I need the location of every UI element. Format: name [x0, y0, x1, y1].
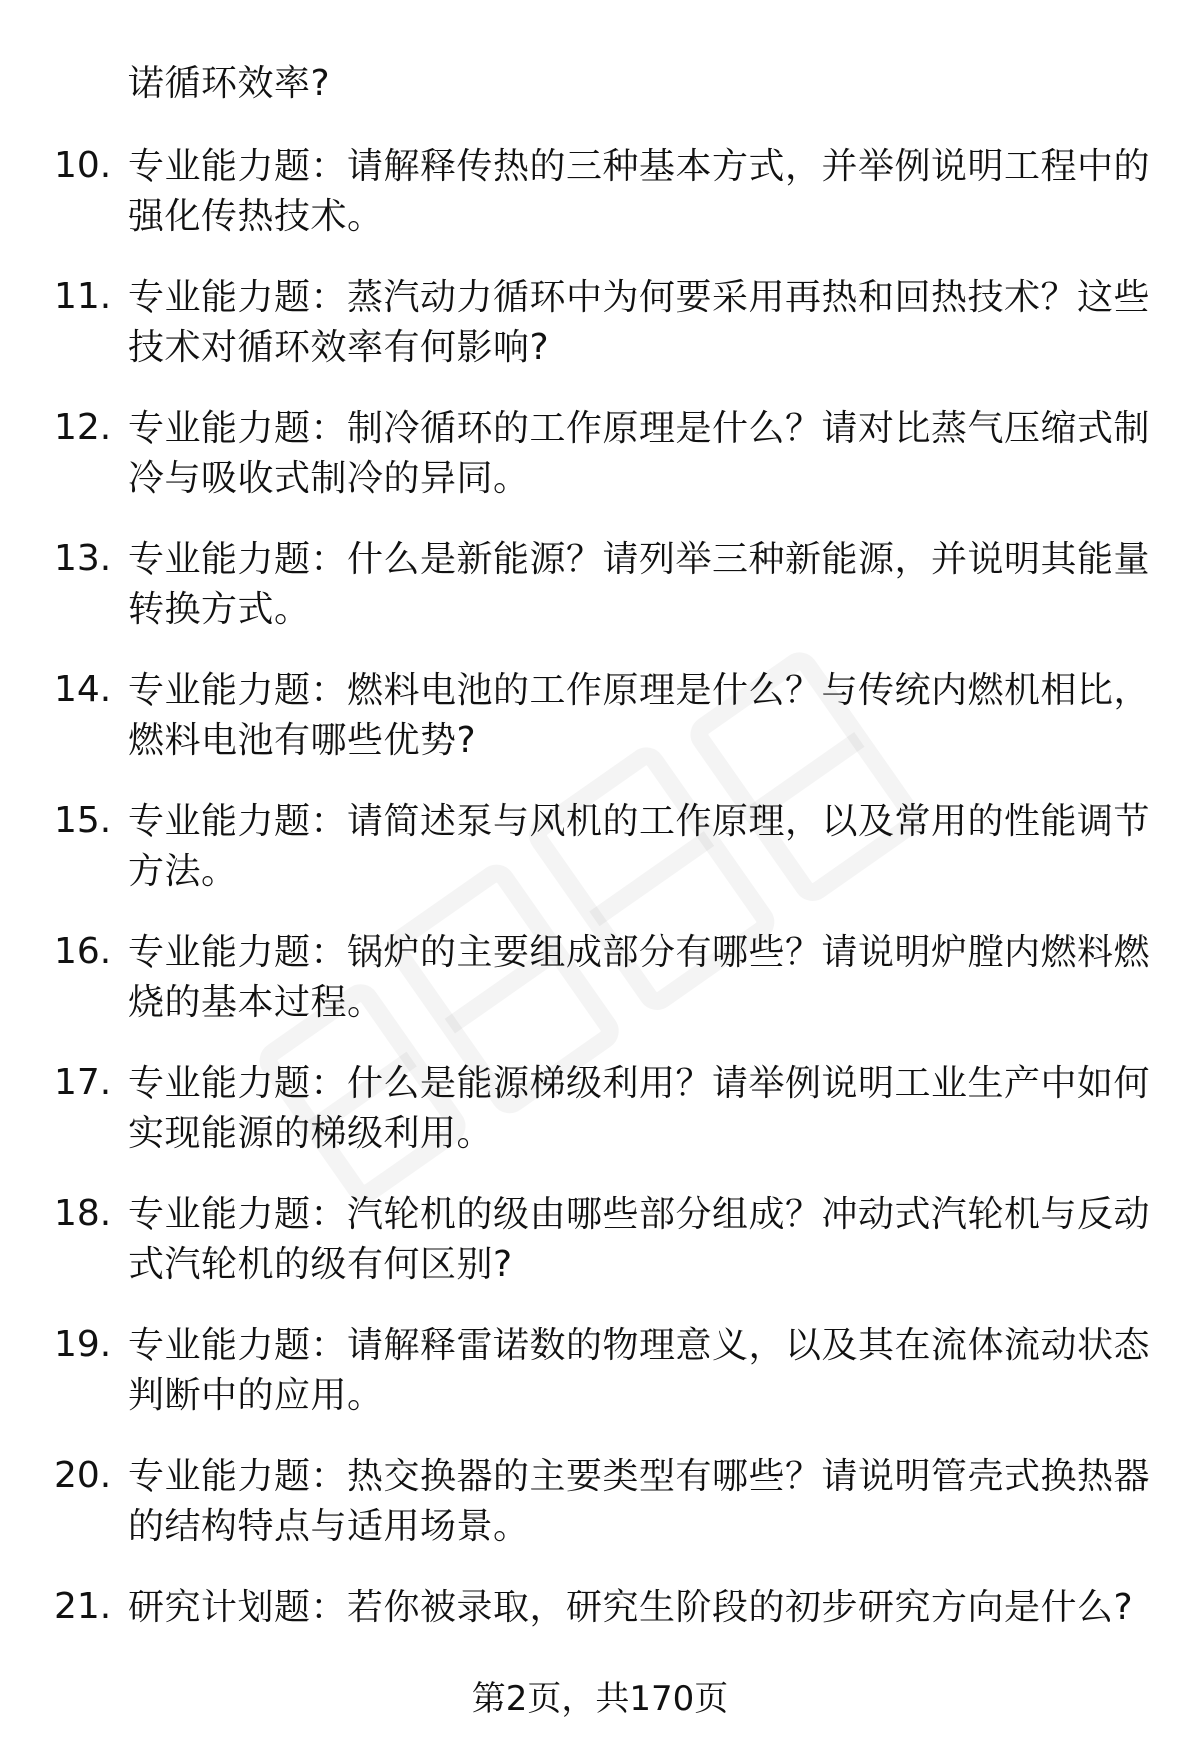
question-text [128, 1321, 1158, 1421]
question-line: 烧的基本过程。 [128, 982, 384, 1023]
question-line: 实现能源的梯级利用。 [128, 1113, 494, 1154]
question-number: 19. [54, 1324, 112, 1365]
question-number: 11. [54, 276, 112, 317]
question-number: 18. [54, 1193, 112, 1234]
question-number: 10. [54, 145, 112, 186]
question-item [0, 1452, 1200, 1583]
question-number: 13. [54, 538, 112, 579]
question-line: 研究计划题：若你被录取，研究生阶段的初步研究方向是什么? [128, 1587, 1134, 1628]
question-item [0, 928, 1200, 1059]
question-line: 专业能力题：燃料电池的工作原理是什么？与传统内燃机相比， [128, 670, 1151, 711]
question-item [0, 1059, 1200, 1190]
question-item [0, 1321, 1200, 1452]
question-list [0, 142, 1200, 1714]
question-line: 的结构特点与适用场景。 [128, 1506, 530, 1547]
question-line: 燃料电池有哪些优势? [128, 720, 477, 761]
question-line: 判断中的应用。 [128, 1375, 384, 1416]
question-line: 专业能力题：热交换器的主要类型有哪些？请说明管壳式换热器 [128, 1456, 1151, 1497]
question-line: 式汽轮机的级有何区别? [128, 1244, 513, 1285]
question-item [0, 404, 1200, 535]
question-line: 专业能力题：制冷循环的工作原理是什么？请对比蒸气压缩式制 [128, 408, 1151, 449]
question-text [128, 1583, 1158, 1633]
question-text [128, 1059, 1158, 1159]
question-line: 方法。 [128, 851, 238, 892]
page-footer: 第2页，共170页 [471, 1679, 729, 1719]
question-line: 转换方式。 [128, 589, 311, 630]
question-number: 16. [54, 931, 112, 972]
question-item [0, 797, 1200, 928]
question-item [0, 142, 1200, 273]
question-item [0, 1190, 1200, 1321]
question-text [128, 1452, 1158, 1552]
question-text [128, 928, 1158, 1028]
question-line: 专业能力题：请简述泵与风机的工作原理，以及常用的性能调节 [128, 801, 1151, 842]
continuation-text: 诺循环效率? [128, 63, 331, 104]
question-number: 15. [54, 800, 112, 841]
question-line: 专业能力题：请解释传热的三种基本方式，并举例说明工程中的 [128, 146, 1151, 187]
question-line: 技术对循环效率有何影响? [128, 327, 550, 368]
question-line: 专业能力题：请解释雷诺数的物理意义，以及其在流体流动状态 [128, 1325, 1151, 1366]
question-number: 21. [54, 1586, 112, 1627]
question-text [128, 404, 1158, 504]
question-number: 12. [54, 407, 112, 448]
question-text [128, 273, 1158, 373]
question-line: 专业能力题：汽轮机的级由哪些部分组成？冲动式汽轮机与反动 [128, 1194, 1151, 1235]
question-line: 专业能力题：锅炉的主要组成部分有哪些？请说明炉膛内燃料燃 [128, 932, 1151, 973]
question-text [128, 666, 1158, 766]
question-number: 20. [54, 1455, 112, 1496]
question-number: 14. [54, 669, 112, 710]
question-text [128, 1190, 1158, 1290]
question-text [128, 142, 1158, 242]
question-item [0, 535, 1200, 666]
question-line: 专业能力题：蒸汽动力循环中为何要采用再热和回热技术？这些 [128, 277, 1151, 318]
question-number: 17. [54, 1062, 112, 1103]
question-line: 强化传热技术。 [128, 196, 384, 237]
question-line: 冷与吸收式制冷的异同。 [128, 458, 530, 499]
question-line: 专业能力题：什么是新能源？请列举三种新能源，并说明其能量 [128, 539, 1151, 580]
question-item [0, 273, 1200, 404]
question-text [128, 535, 1158, 635]
question-item [0, 666, 1200, 797]
question-line: 专业能力题：什么是能源梯级利用？请举例说明工业生产中如何 [128, 1063, 1151, 1104]
question-text [128, 797, 1158, 897]
